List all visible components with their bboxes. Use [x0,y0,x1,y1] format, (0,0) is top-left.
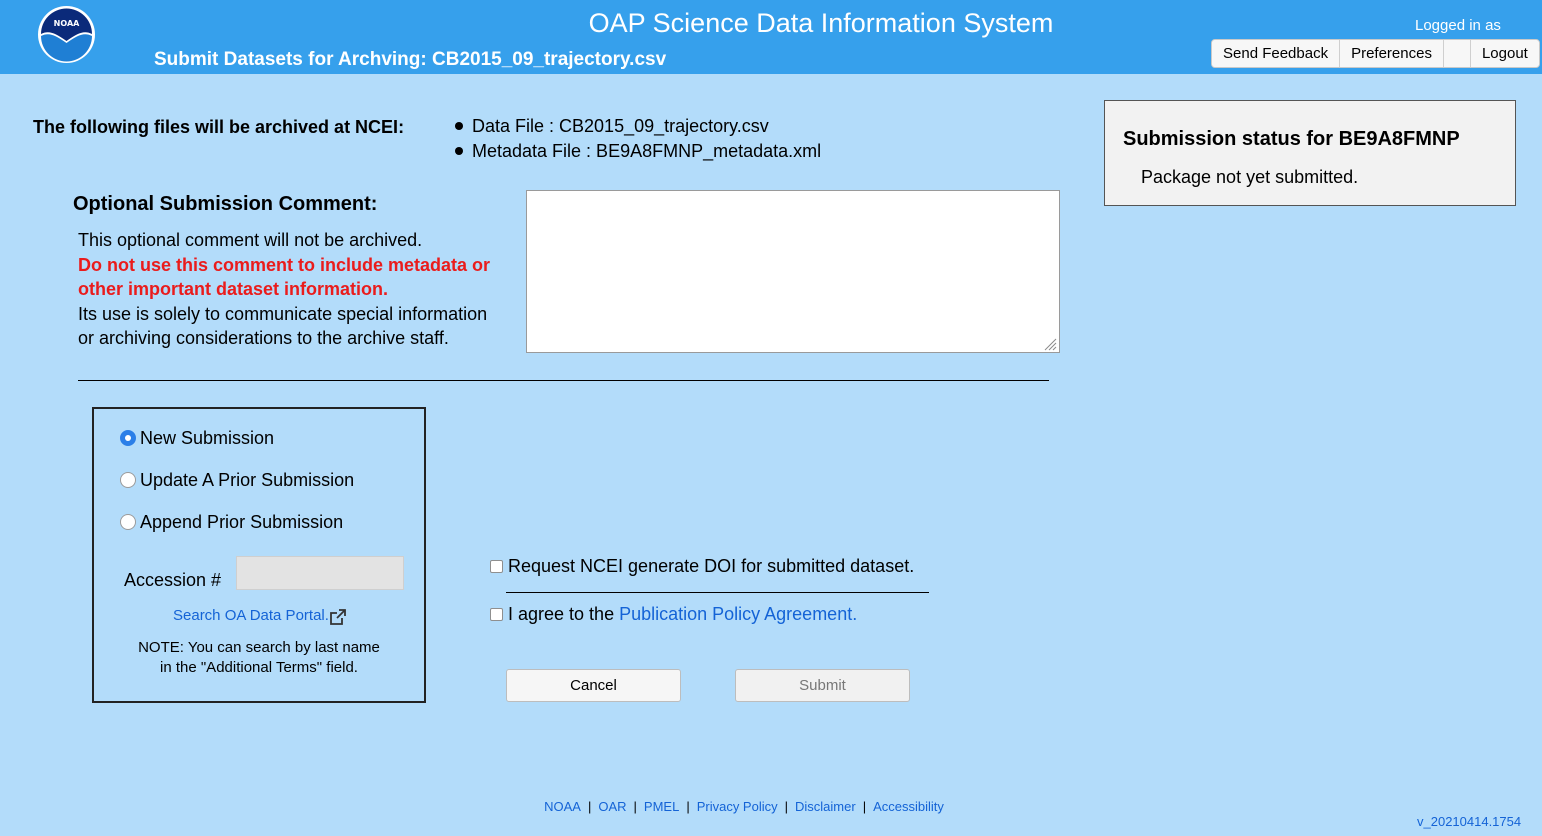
agree-checkbox-label: I agree to the [508,604,615,624]
footer-links [0,799,1488,814]
comment-help-line: Its use is solely to communicate special information [78,303,488,324]
cancel-button[interactable]: Cancel [506,669,681,702]
submit-button[interactable]: Submit [735,669,910,702]
submission-status-panel [1104,100,1516,206]
comment-help-line: or archiving considerations to the archive staff. [78,328,449,348]
file-list [455,116,821,166]
doi-checkbox-row[interactable] [490,556,914,577]
agree-checkbox[interactable] [490,608,503,621]
comment-warning-line: other important dataset information. [78,279,389,299]
radio-label: Append Prior Submission [140,511,344,532]
footer-link-disclaimer[interactable]: Disclaimer [795,799,856,814]
radio-button[interactable] [120,430,136,446]
header-bar [0,0,1542,74]
footer-separator: | [587,799,592,814]
submission-type-box [92,407,426,703]
metadata-file-item: Metadata File : BE9A8FMNP_metadata.xml [455,141,821,166]
doi-checkbox[interactable] [490,560,503,573]
agree-checkbox-row[interactable] [490,604,857,625]
resize-grip-icon[interactable] [1044,338,1057,351]
comment-warning-line: Do not use this comment to include metadata or [78,254,491,275]
header-button-spacer [1444,40,1471,67]
svg-text:NOAA: NOAA [53,19,80,28]
footer-separator: | [784,799,789,814]
comment-heading: Optional Submission Comment: [73,193,378,215]
doi-checkbox-label: Request NCEI generate DOI for submitted dataset. [508,556,915,576]
search-oa-data-portal-link[interactable]: Search OA Data Portal. [173,607,329,624]
section-divider [78,380,1049,381]
files-label: The following files will be archived at NCEI: [33,117,405,137]
data-file-item: Data File : CB2015_09_trajectory.csv [455,116,821,141]
radio-new-submission[interactable] [120,427,274,449]
external-link-icon[interactable] [329,608,347,626]
accession-label: Accession # [124,570,222,590]
radio-append-prior-submission[interactable] [120,511,343,533]
radio-label: New Submission [140,427,275,448]
footer-separator: | [633,799,637,814]
radio-label: Update A Prior Submission [140,469,355,490]
preferences-button[interactable]: Preferences [1340,40,1444,67]
logged-in-label: Logged in as [1415,17,1501,34]
comment-textarea[interactable] [526,190,1060,353]
checkbox-divider [506,592,929,593]
radio-button[interactable] [120,514,136,530]
page-subtitle: Submit Datasets for Archving: CB2015_09_trajectory.csv [154,49,667,70]
footer-link-noaa[interactable]: NOAA [544,799,581,814]
search-note-line: in the "Additional Terms" field. [160,659,358,676]
status-text: Package not yet submitted. [1141,167,1359,187]
footer-link-accessibility[interactable]: Accessibility [873,799,944,814]
comment-help [78,228,518,351]
logout-button[interactable]: Logout [1471,40,1539,67]
search-note-line: NOTE: You can search by last name [138,639,380,656]
comment-help-line: This optional comment will not be archived. [78,230,423,250]
radio-button[interactable] [120,472,136,488]
version-label: v_20210414.1754 [1417,814,1522,829]
accession-input[interactable] [236,556,404,590]
header-button-group [1211,39,1540,68]
status-title: Submission status for BE9A8FMNP [1123,128,1460,150]
radio-update-prior-submission[interactable] [120,469,354,491]
app-title: OAP Science Data Information System [588,8,1054,38]
publication-policy-link[interactable]: Publication Policy Agreement. [619,604,858,624]
footer-link-oar[interactable]: OAR [598,799,627,814]
search-note [94,638,424,678]
footer-link-privacy-policy[interactable]: Privacy Policy [696,799,778,814]
footer-link-pmel[interactable]: PMEL [643,799,680,814]
footer-separator: | [686,799,690,814]
footer-separator: | [862,799,867,814]
send-feedback-button[interactable]: Send Feedback [1212,40,1340,67]
